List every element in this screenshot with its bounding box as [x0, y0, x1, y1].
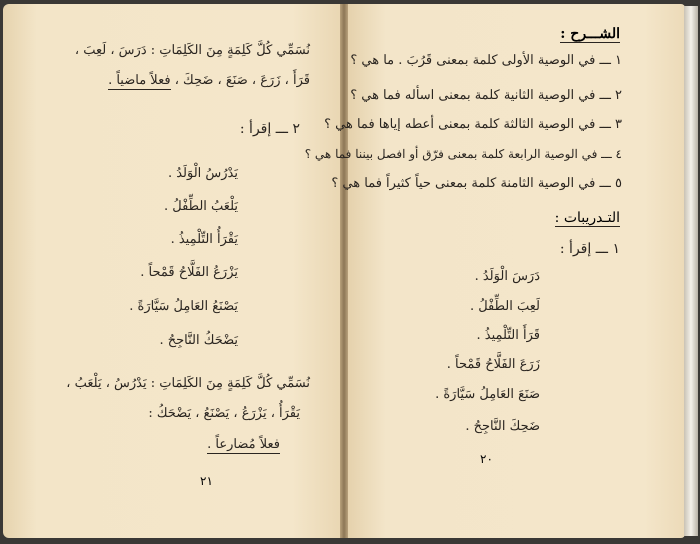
left-exercise-heading: ٢ ـــ إقرأ : [239, 121, 300, 137]
question-1: ١ ـــ في الوصية الأولى كلمة بمعنى قَرُبَ . ما هي ؟ [350, 53, 622, 68]
question-3: ٣ ـــ في الوصية الثالثة كلمة بمعنى أعطه إياها فما هي ؟ [324, 117, 622, 132]
left-sentence-1: يَدْرُسُ الْوَلَدُ . [167, 166, 238, 181]
left-sentence-5: يَصْنَعُ العَامِلُ سَيَّارَةً . [129, 299, 238, 314]
page-edge [684, 6, 698, 536]
question-2: ٢ ـــ في الوصية الثانية كلمة بمعنى اسأله فما هي ؟ [350, 88, 622, 103]
question-4: ٤ ـــ في الوصية الرابعة كلمة بمعنى فرّق أو افصل بيننا فما هي ؟ [304, 147, 622, 161]
left-sentence-2: يَلْعَبُ الطِّفْلُ . [163, 199, 238, 214]
right-sentence-4: زَرَعَ الفَلَّاحُ قَمْحاً . [446, 357, 540, 372]
left-sentence-6: يَضْحَكُ النَّاجِحُ . [159, 333, 238, 348]
left-intro-words: قَرَأَ ، زَرَعَ ، صَنَعَ ، ضَحِكَ ، [174, 73, 310, 88]
right-sentence-2: لَعِبَ الطِّفْلُ . [469, 299, 540, 314]
exercises-heading: التـدريبات : [554, 210, 620, 226]
past-tense-term: فعلاً ماضياً . [108, 73, 171, 88]
book-spine [340, 4, 348, 538]
explanation-heading: الشـــرح : [560, 26, 620, 42]
left-outro-line-1: نُسَمِّي كُلَّ كَلِمَةٍ مِنَ الكَلِمَاتِ : يَدْرُسُ ، يَلْعَبُ ، [66, 376, 310, 391]
right-sentence-1: دَرَسَ الْوَلَدُ . [474, 269, 540, 284]
left-sentence-4: يَزْرَعُ الفَلَّاحُ قَمْحاً . [140, 265, 238, 280]
right-exercise-heading: ١ ـــ إقرأ : [559, 241, 620, 257]
right-page-number: ٢٠ [480, 452, 493, 466]
left-intro-line-2 [108, 72, 310, 90]
left-outro-term-line [207, 436, 280, 454]
right-sentence-5: صَنَعَ العَامِلُ سَيَّارَةً . [435, 387, 540, 402]
left-page-number: ٢١ [200, 474, 213, 488]
left-sentence-3: يَقْرَأُ التِّلْمِيذُ . [170, 232, 238, 247]
right-sentence-3: قَرَأَ التِّلْمِيذُ . [476, 328, 540, 343]
left-outro-line-2: يَقْرَأُ ، يَزْرَعُ ، يَصْنَعُ ، يَضْحَكُ : [148, 406, 300, 421]
question-5: ٥ ـــ في الوصية الثامنة كلمة بمعنى حياً كثيراً فما هي ؟ [331, 176, 622, 191]
present-tense-term: فعلاً مُضارعاً . [207, 437, 280, 452]
left-intro-line-1: نُسَمِّي كُلَّ كَلِمَةٍ مِنَ الكَلِمَاتِ : دَرَسَ ، لَعِبَ ، [74, 43, 310, 58]
right-sentence-6: ضَحِكَ النَّاجِحُ . [465, 419, 540, 434]
